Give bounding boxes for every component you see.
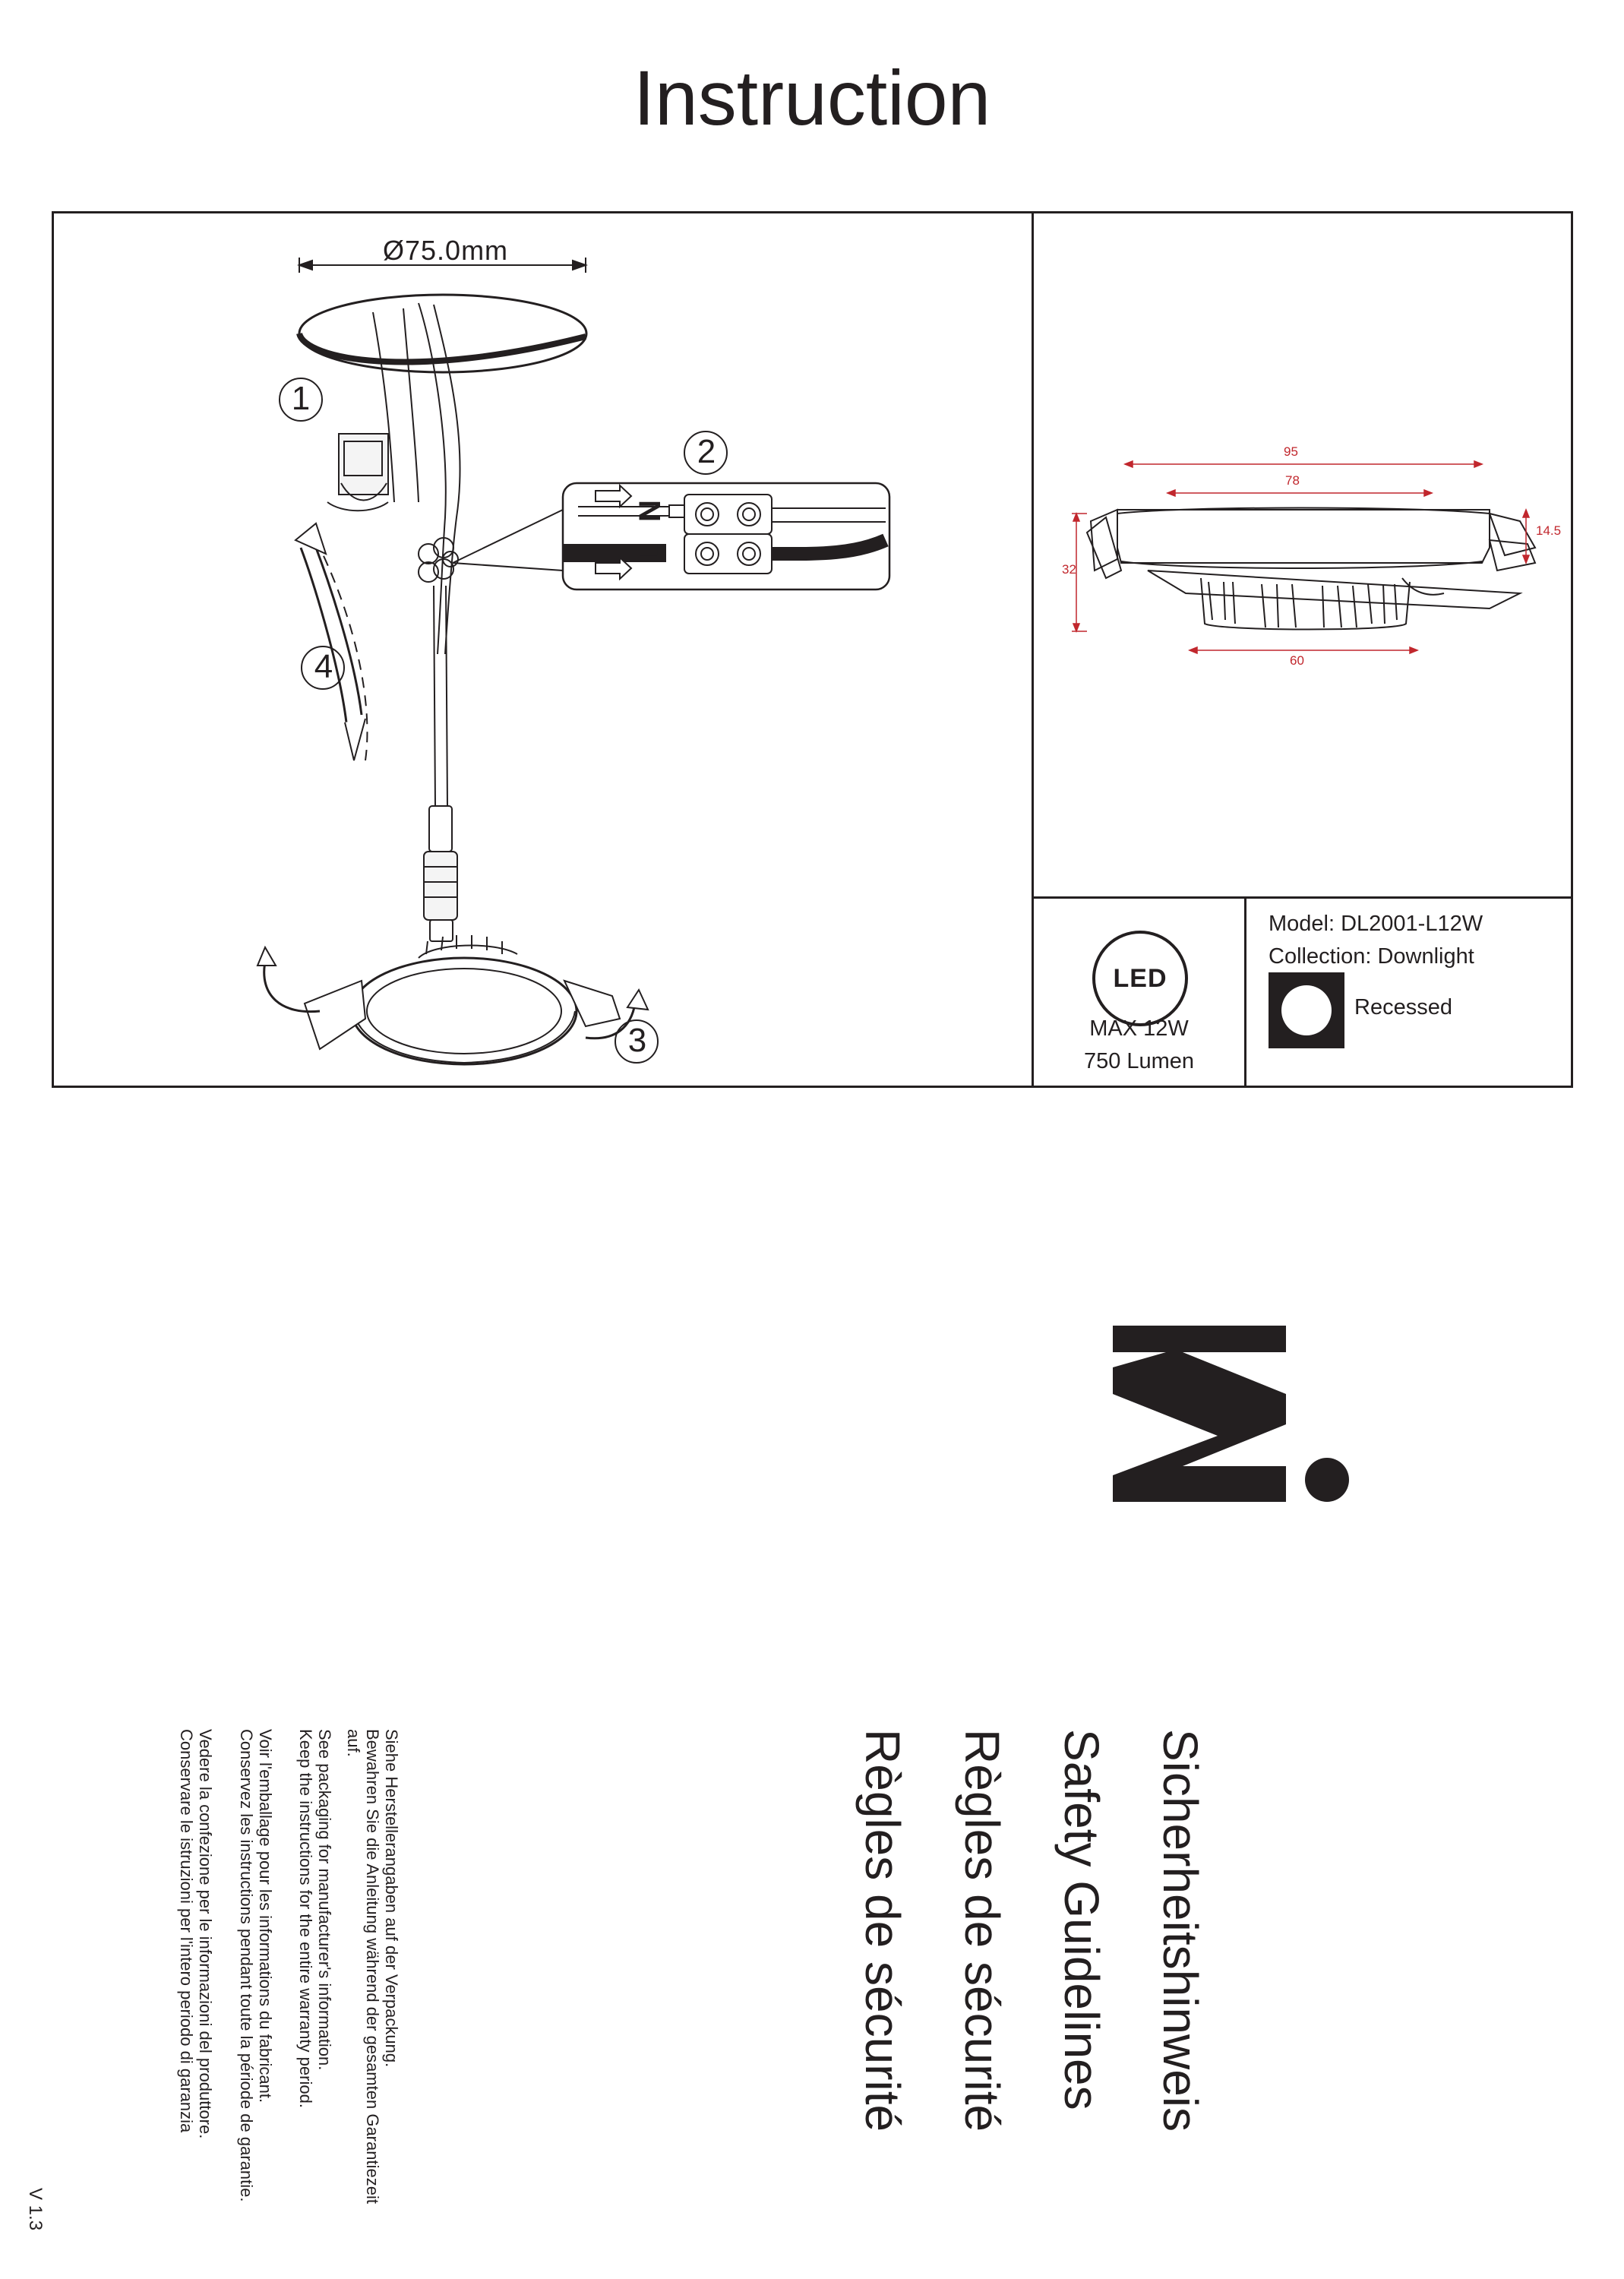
safety-note: Vedere la confezione per le informazioni del produttore. [196,1729,215,2139]
safety-heading-de: Sicherheitshinweis [1153,1729,1208,2132]
spec-divider [1032,896,1573,899]
dim-width-outer: 95 [1284,444,1298,459]
recessed-icon [1269,972,1344,1048]
step-4-label: 4 [314,648,333,685]
safety-note: Conservare le istruzioni per l'intero periodo di garanzia [177,1729,196,2133]
max-power: MAX 12W [1089,1016,1189,1041]
safety-note: See packaging for manufacturer's information. [315,1729,334,2071]
model-number: Model: DL2001-L12W [1269,912,1483,936]
led-badge-label: LED [1113,963,1167,993]
safety-heading-fr-2: Règles de sécurité [855,1729,910,2132]
dim-height-body: 14.5 [1536,523,1562,538]
safety-note: Bewahren Sie die Anleitung während der gesamten Garantiezeit [363,1729,382,2204]
dimension-drawing [1034,213,1571,894]
step-3-label: 3 [627,1022,647,1059]
terminal-n-label: N [633,500,667,522]
page-title: Instruction [633,55,991,141]
led-icon [1092,931,1188,1026]
terminal-l-label: L [633,543,668,562]
lumen-output: 750 Lumen [1083,1049,1195,1073]
safety-heading-en: Safety Guidelines [1054,1729,1109,2110]
installation-diagram [54,213,1032,1086]
safety-heading-fr: Règles de sécurité [955,1729,1009,2132]
mounting-type: Recessed [1354,995,1452,1019]
dim-height-total: 32 [1062,562,1076,577]
safety-note: Conservez les instructions pendant toute la période de garantie. [237,1729,256,2202]
collection-name: Collection: Downlight [1269,944,1474,969]
dim-width-base: 60 [1290,653,1304,668]
step-2-label: 2 [697,433,716,470]
safety-note: Keep the instructions for the entire warranty period. [296,1729,315,2108]
safety-note: auf. [344,1729,363,1757]
diameter-label: Ø75.0mm [383,235,509,266]
step-1-label: 1 [291,380,311,417]
version-label: V 1.3 [25,2188,46,2231]
safety-note: Siehe Herstellerangaben auf der Verpackung. [382,1729,401,2068]
brand-logo [1113,1326,1352,1512]
dim-width-inner: 78 [1285,473,1300,488]
safety-note: Voir l'emballage pour les informations du fabricant. [256,1729,275,2104]
